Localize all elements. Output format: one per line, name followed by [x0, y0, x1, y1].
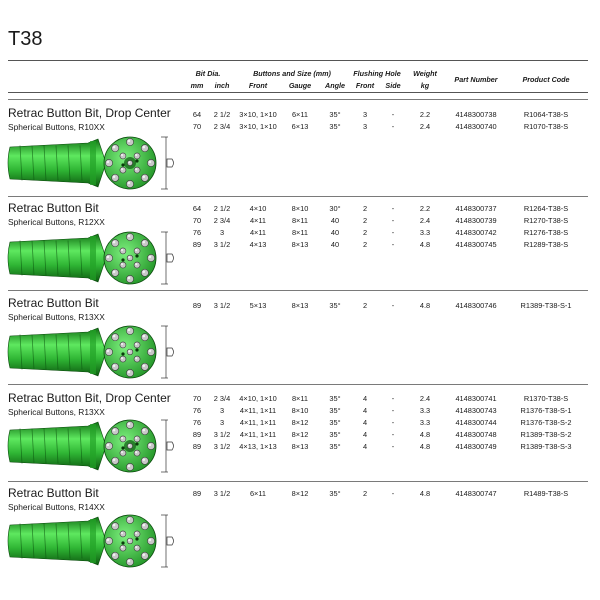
cell-fh-side: -	[391, 110, 395, 119]
cell-fh-front: 2	[362, 301, 368, 310]
page-title: T38	[8, 28, 43, 50]
section-rule	[8, 290, 588, 291]
cell-front: 4×13	[249, 240, 267, 249]
cell-fh-front: 2	[362, 204, 368, 213]
cell-part-number: 4148300742	[455, 228, 497, 237]
header-flushing-hole: Flushing Hole	[353, 69, 401, 78]
section-subtitle: Spherical Buttons, R12XX	[8, 217, 105, 227]
cell-gauge: 8×12	[291, 430, 309, 439]
cell-angle: 40	[330, 240, 340, 249]
cell-fh-front: 4	[362, 442, 368, 451]
cell-inch: 3 1/2	[213, 301, 231, 310]
cell-gauge: 8×12	[291, 489, 309, 498]
cell-gauge: 8×11	[291, 216, 309, 225]
section-subtitle: Spherical Buttons, R13XX	[8, 407, 105, 417]
cell-inch: 3 1/2	[213, 240, 231, 249]
cell-product-code: R1376-T38-S-1	[520, 406, 572, 415]
cell-fh-front: 2	[362, 228, 368, 237]
cell-weight: 4.8	[419, 489, 431, 498]
cell-product-code: R1264-T38-S	[523, 204, 569, 213]
section-rule	[8, 99, 588, 100]
cell-part-number: 4148300739	[455, 216, 497, 225]
cell-gauge: 8×13	[291, 240, 309, 249]
cell-front: 4×10, 1×10	[239, 394, 277, 403]
cell-front: 4×11	[249, 228, 267, 237]
header-part-number: Part Number	[454, 75, 498, 84]
cell-angle: 35°	[329, 430, 341, 439]
drill-bit-image	[6, 228, 176, 288]
cell-angle: 35°	[329, 489, 341, 498]
cell-mm: 70	[192, 394, 202, 403]
cell-fh-front: 4	[362, 418, 368, 427]
cell-front: 4×11, 1×11	[239, 418, 277, 427]
cell-mm: 89	[192, 430, 202, 439]
cell-fh-front: 2	[362, 240, 368, 249]
cell-inch: 3	[219, 406, 225, 415]
cell-mm: 76	[192, 228, 202, 237]
cell-inch: 3 1/2	[213, 442, 231, 451]
cell-product-code: R1270-T38-S	[523, 216, 569, 225]
cell-inch: 3 1/2	[213, 489, 231, 498]
cell-product-code: R1376-T38-S-2	[520, 418, 572, 427]
cell-inch: 3 1/2	[213, 430, 231, 439]
cell-product-code: R1070-T38-S	[523, 122, 569, 131]
header-bottom-rule	[8, 92, 588, 93]
cell-weight: 4.8	[419, 240, 431, 249]
drill-bit-image	[6, 322, 176, 382]
cell-gauge: 6×11	[291, 110, 309, 119]
cell-fh-front: 3	[362, 110, 368, 119]
header-fh-side: Side	[385, 81, 401, 90]
section-subtitle: Spherical Buttons, R13XX	[8, 312, 105, 322]
section-title: Retrac Button Bit	[8, 486, 99, 500]
cell-front: 5×13	[249, 301, 267, 310]
cell-weight: 3.3	[419, 418, 431, 427]
cell-fh-side: -	[391, 489, 395, 498]
cell-fh-side: -	[391, 240, 395, 249]
header-top-rule	[8, 60, 588, 61]
cell-weight: 2.4	[419, 122, 431, 131]
header-weight: Weight	[413, 69, 437, 78]
cell-fh-side: -	[391, 406, 395, 415]
cell-fh-front: 4	[362, 430, 368, 439]
cell-product-code: R1389-T38-S-2	[520, 430, 572, 439]
cell-fh-side: -	[391, 122, 395, 131]
header-kg: kg	[420, 81, 430, 90]
cell-weight: 2.4	[419, 216, 431, 225]
cell-front: 3×10, 1×10	[239, 110, 277, 119]
header-mm: mm	[190, 81, 204, 90]
cell-front: 4×11, 1×11	[239, 430, 277, 439]
cell-mm: 64	[192, 204, 202, 213]
cell-angle: 30°	[329, 204, 341, 213]
cell-gauge: 8×13	[291, 442, 309, 451]
cell-product-code: R1064-T38-S	[523, 110, 569, 119]
section-title: Retrac Button Bit	[8, 296, 99, 310]
section-rule	[8, 384, 588, 385]
cell-gauge: 8×11	[291, 394, 309, 403]
cell-weight: 4.8	[419, 301, 431, 310]
cell-weight: 4.8	[419, 442, 431, 451]
cell-mm: 76	[192, 406, 202, 415]
cell-mm: 89	[192, 301, 202, 310]
cell-part-number: 4148300745	[455, 240, 497, 249]
cell-fh-front: 4	[362, 394, 368, 403]
cell-part-number: 4148300743	[455, 406, 497, 415]
section-title: Retrac Button Bit	[8, 201, 99, 215]
cell-weight: 2.4	[419, 394, 431, 403]
cell-fh-front: 2	[362, 216, 368, 225]
cell-weight: 4.8	[419, 430, 431, 439]
cell-mm: 64	[192, 110, 202, 119]
cell-fh-front: 3	[362, 122, 368, 131]
cell-angle: 35°	[329, 406, 341, 415]
header-front: Front	[248, 81, 268, 90]
cell-inch: 2 1/2	[213, 204, 231, 213]
cell-mm: 89	[192, 240, 202, 249]
cell-angle: 35°	[329, 122, 341, 131]
cell-gauge: 6×13	[291, 122, 309, 131]
cell-fh-front: 4	[362, 406, 368, 415]
cell-weight: 2.2	[419, 204, 431, 213]
cell-gauge: 8×10	[291, 204, 309, 213]
cell-product-code: R1370-T38-S	[523, 394, 569, 403]
header-gauge: Gauge	[288, 81, 312, 90]
cell-gauge: 8×10	[291, 406, 309, 415]
cell-gauge: 8×13	[291, 301, 309, 310]
cell-angle: 35°	[329, 418, 341, 427]
cell-fh-side: -	[391, 228, 395, 237]
section-rule	[8, 481, 588, 482]
drill-bit-image	[6, 416, 176, 476]
cell-angle: 40	[330, 216, 340, 225]
cell-product-code: R1389-T38-S-1	[520, 301, 572, 310]
cell-fh-side: -	[391, 430, 395, 439]
cell-mm: 70	[192, 216, 202, 225]
cell-product-code: R1389-T38-S-3	[520, 442, 572, 451]
cell-inch: 2 3/4	[213, 394, 231, 403]
section-subtitle: Spherical Buttons, R14XX	[8, 502, 105, 512]
cell-part-number: 4148300749	[455, 442, 497, 451]
cell-front: 4×10	[249, 204, 267, 213]
cell-inch: 2 3/4	[213, 122, 231, 131]
cell-fh-side: -	[391, 442, 395, 451]
cell-fh-front: 2	[362, 489, 368, 498]
header-fh-front: Front	[355, 81, 375, 90]
cell-fh-side: -	[391, 204, 395, 213]
cell-fh-side: -	[391, 394, 395, 403]
cell-front: 3×10, 1×10	[239, 122, 277, 131]
cell-fh-side: -	[391, 301, 395, 310]
cell-mm: 89	[192, 489, 202, 498]
header-product-code: Product Code	[522, 75, 570, 84]
cell-product-code: R1289-T38-S	[523, 240, 569, 249]
cell-angle: 35°	[329, 301, 341, 310]
cell-front: 4×13, 1×13	[239, 442, 277, 451]
cell-angle: 35°	[329, 442, 341, 451]
cell-front: 4×11	[249, 216, 267, 225]
cell-front: 4×11, 1×11	[239, 406, 277, 415]
cell-fh-side: -	[391, 418, 395, 427]
header-bit-dia: Bit Dia.	[195, 69, 221, 78]
cell-gauge: 8×11	[291, 228, 309, 237]
cell-angle: 35°	[329, 394, 341, 403]
cell-part-number: 4148300737	[455, 204, 497, 213]
cell-angle: 40	[330, 228, 340, 237]
cell-inch: 2 1/2	[213, 110, 231, 119]
header-inch: inch	[214, 81, 230, 90]
cell-part-number: 4148300744	[455, 418, 497, 427]
cell-part-number: 4148300748	[455, 430, 497, 439]
cell-product-code: R1489-T38-S	[523, 489, 569, 498]
cell-mm: 76	[192, 418, 202, 427]
cell-inch: 3	[219, 228, 225, 237]
section-title: Retrac Button Bit, Drop Center	[8, 391, 171, 405]
cell-angle: 35°	[329, 110, 341, 119]
cell-part-number: 4148300738	[455, 110, 497, 119]
cell-weight: 3.3	[419, 406, 431, 415]
cell-gauge: 8×12	[291, 418, 309, 427]
cell-part-number: 4148300747	[455, 489, 497, 498]
cell-mm: 89	[192, 442, 202, 451]
cell-inch: 3	[219, 418, 225, 427]
cell-part-number: 4148300740	[455, 122, 497, 131]
header-angle: Angle	[325, 81, 345, 90]
cell-mm: 70	[192, 122, 202, 131]
cell-part-number: 4148300746	[455, 301, 497, 310]
cell-weight: 2.2	[419, 110, 431, 119]
section-title: Retrac Button Bit, Drop Center	[8, 106, 171, 120]
section-rule	[8, 196, 588, 197]
section-subtitle: Spherical Buttons, R10XX	[8, 122, 105, 132]
drill-bit-image	[6, 133, 176, 193]
header-buttons-size: Buttons and Size (mm)	[253, 69, 331, 78]
cell-weight: 3.3	[419, 228, 431, 237]
cell-fh-side: -	[391, 216, 395, 225]
cell-front: 6×11	[249, 489, 267, 498]
cell-inch: 2 3/4	[213, 216, 231, 225]
cell-part-number: 4148300741	[455, 394, 497, 403]
drill-bit-image	[6, 511, 176, 571]
cell-product-code: R1276-T38-S	[523, 228, 569, 237]
